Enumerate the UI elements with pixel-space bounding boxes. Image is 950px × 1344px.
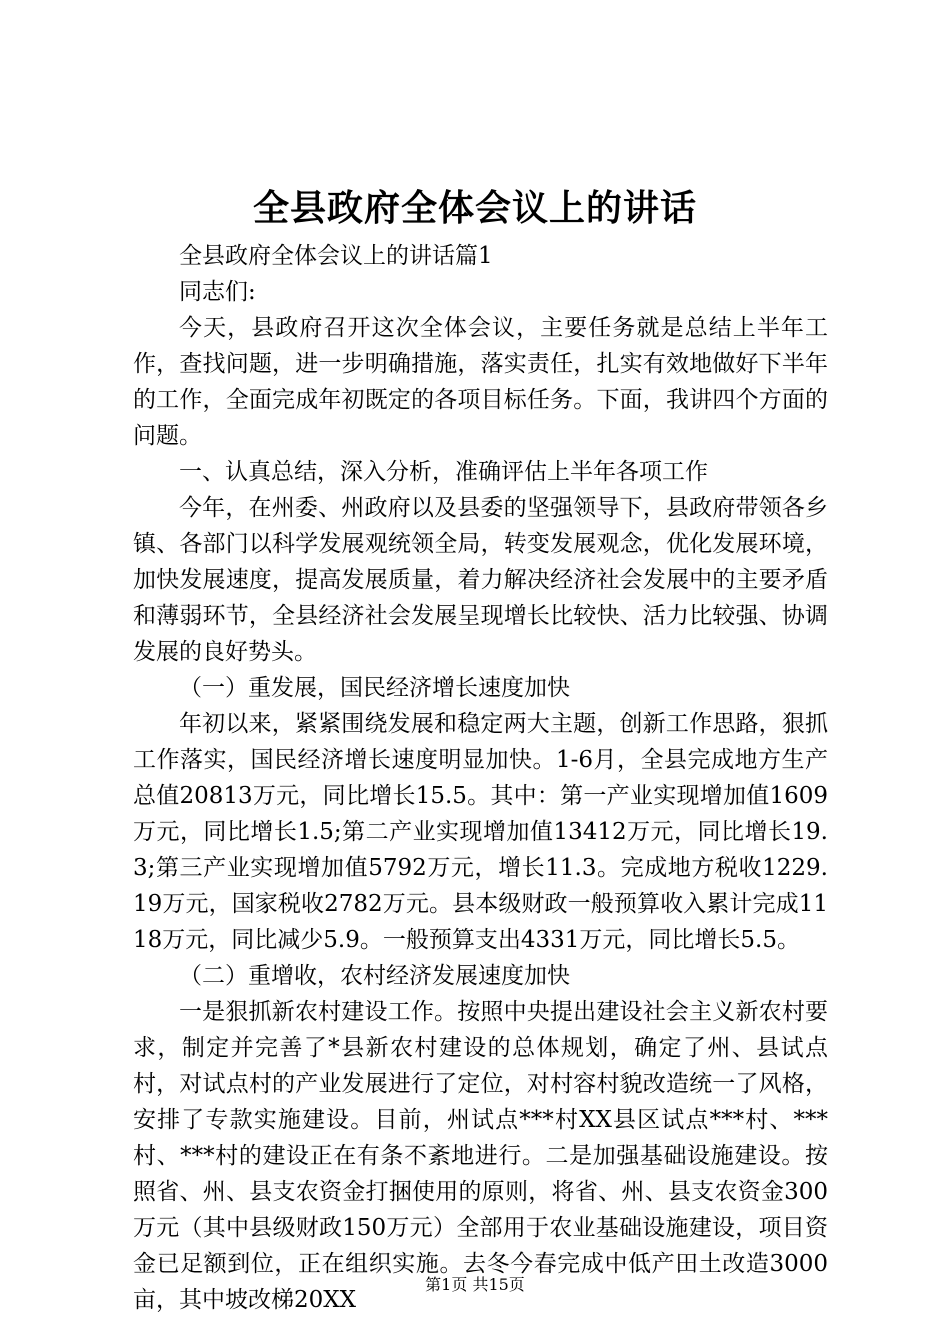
body-paragraph: 今年，在州委、州政府以及县委的坚强领导下，县政府带领各乡镇、各部门以科学发展观统领全局，转变发展观念，优化发展环境，加快发展速度，提高发展质量，着力解决经济社会发展中的主要矛盾和薄弱环节，全县经济社会发展呈现增长比较快、活力比较强、协调发展的良好势头。 bbox=[133, 495, 828, 665]
body-paragraph: 一是狠抓新农村建设工作。按照中央提出建设社会主义新农村要求，制定并完善了*县新农村建设的总体规划，确定了州、县试点村，对试点村的产业发展进行了定位，对村容村貌改造统一了风格，安排了专款实施建设。目前，州试点***村XX县区试点***村、***村、***村的建设正在有条不紊地进行。二是加强基础设施建设。按照省、州、县支农资金打捆使用的原则，将省、州、县支农资金300万元（其中县级财政150万元）全部用于农业基础设施建设，项目资金已足额到位，正在组织实施。去冬今春完成中低产田土改造3000亩，其中坡改梯20XX bbox=[133, 999, 828, 1313]
document-title: 全县政府全体会议上的讲话 bbox=[252, 187, 697, 229]
heading-level-2: （一）重发展，国民经济增长速度加快 bbox=[179, 675, 570, 701]
salutation: 同志们: bbox=[179, 279, 256, 305]
body-paragraph: 年初以来，紧紧围绕发展和稳定两大主题，创新工作思路，狠抓工作落实，国民经济增长速度明显加快。1-6月，全县完成地方生产总值20813万元，同比增长15.5。其中：第一产业实现增加值1609万元，同比增长1.5;第二产业实现增加值13412万元，同比增长19.3;第三产业实现增加值5792万元，增长11.3。完成地方税收1229.19万元，国家税收2782万元。县本级财政一般预算收入累计完成1118万元，同比减少5.9。一般预算支出4331万元，同比增长5.5。 bbox=[133, 711, 828, 953]
heading-level-1: 一、认真总结，深入分析，准确评估上半年各项工作 bbox=[179, 459, 708, 485]
page-number-footer: 第1页 共15页 bbox=[425, 1275, 525, 1294]
document-body bbox=[133, 238, 828, 1318]
body-paragraph: 今天，县政府召开这次全体会议，主要任务就是总结上半年工作，查找问题，进一步明确措施，落实责任，扎实有效地做好下半年的工作，全面完成年初既定的各项目标任务。下面，我讲四个方面的问题。 bbox=[133, 315, 828, 449]
section-heading: 全县政府全体会议上的讲话篇1 bbox=[179, 243, 493, 269]
heading-level-2: （二）重增收，农村经济发展速度加快 bbox=[179, 963, 570, 989]
